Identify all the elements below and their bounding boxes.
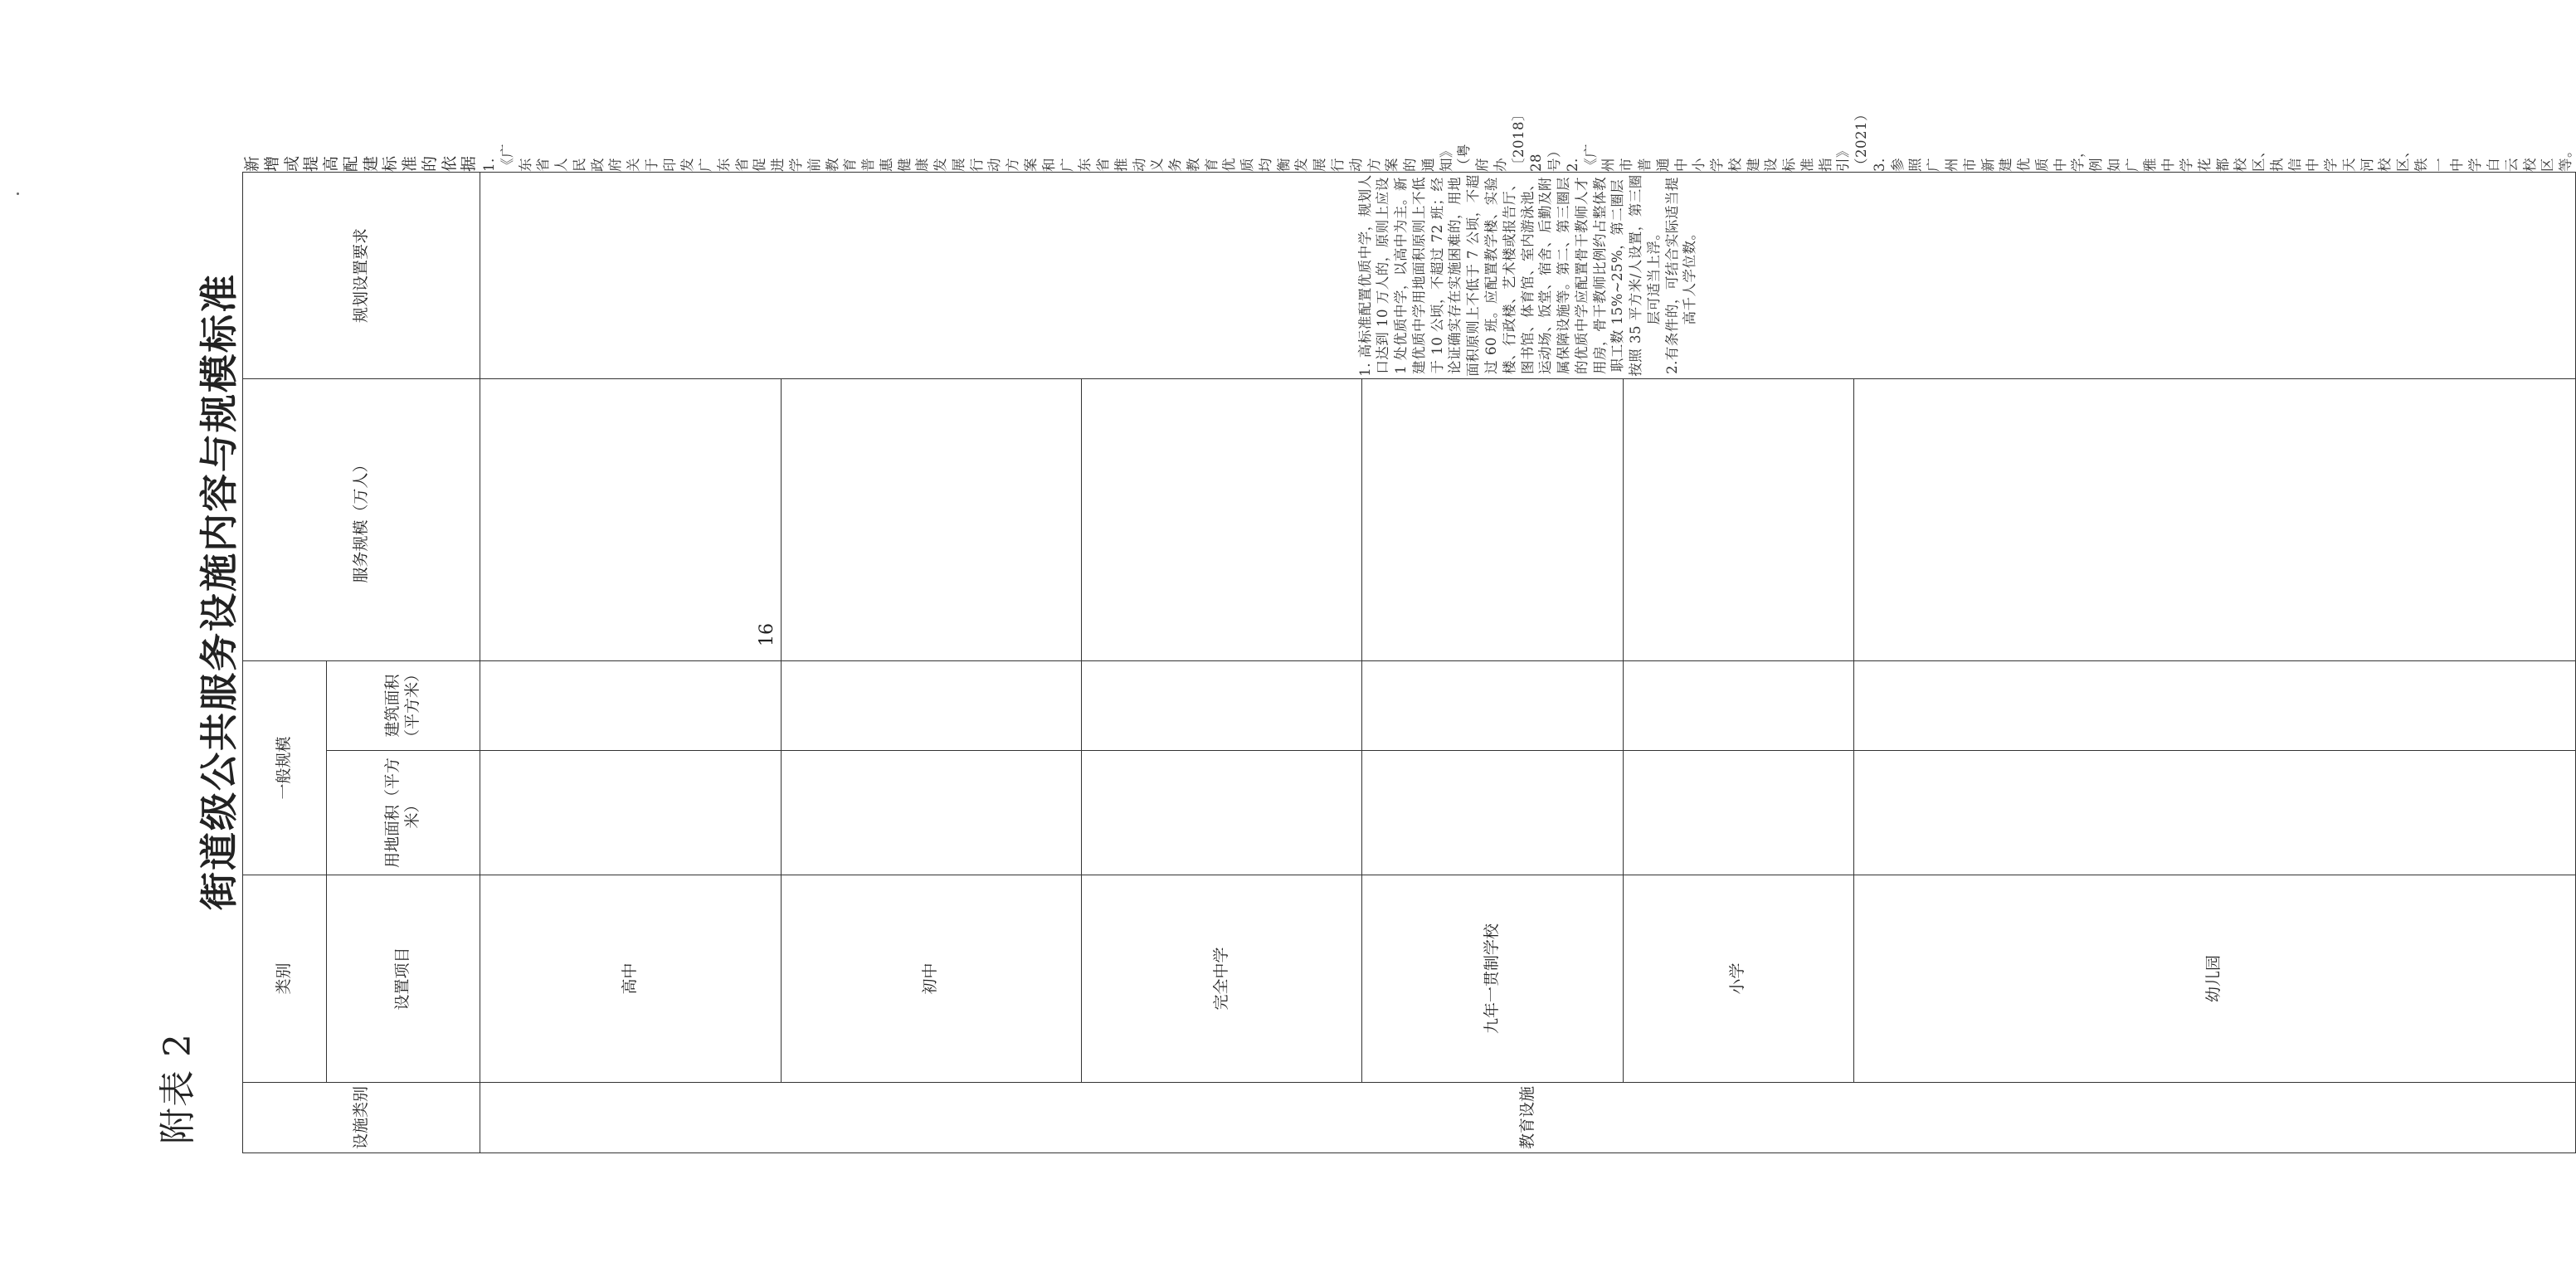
header-general-scale: 一般规模 <box>243 660 327 875</box>
building-area-cell <box>1362 660 1623 750</box>
land-area-cell <box>1853 750 2575 875</box>
header-planning-requirements: 规划设置要求 <box>243 172 480 378</box>
land-area-cell <box>1362 750 1623 875</box>
requirement-paragraph: 2.有条件的，可结合实际适当提高千人学位数。 <box>1663 177 1698 374</box>
planning-requirements-cell <box>480 172 2576 378</box>
land-area-cell <box>1623 750 1853 875</box>
item-cell: 高中 <box>480 875 782 1082</box>
appendix-label: 附表 2 <box>157 1033 199 1144</box>
building-area-cell <box>480 660 782 750</box>
header-service-scale: 服务规模（万人） <box>243 378 480 660</box>
service-scale-cell <box>1362 378 1623 660</box>
building-area-cell <box>1853 660 2575 750</box>
service-scale-cell <box>480 378 782 660</box>
header-category: 类别 <box>243 875 327 1082</box>
header-land-area: 用地面积（平方米） <box>327 750 480 875</box>
item-cell: 初中 <box>781 875 1082 1082</box>
facility-type-cell: 教育设施 <box>480 1083 2576 1153</box>
item-cell: 幼儿园 <box>1853 875 2575 1082</box>
item-cell: 小学 <box>1623 875 1853 1082</box>
service-scale-cell <box>1853 378 2575 660</box>
header-building-area: 建筑面积（平方米） <box>327 660 480 750</box>
land-area-cell <box>480 750 782 875</box>
land-area-cell <box>781 750 1082 875</box>
requirement-paragraph: 1. 高标准配置优质中学，规划人口达到 10 万人的，原则上应设 1 处优质中学，以高中为主。新建优质中学用地面积原则上不低于 10 公顷，不超过 72 班；经论证确实存在实施困难的，用地面积原则上不低于 7 公顷，不超过 60 班。应配置教学楼、实验楼、行政楼、艺术楼或报告厅、图书馆、体育馆、室内游泳池、运动场、饭堂、宿舍、后勤及附属保障设施等。第二、第三圈层的优质中学应配置骨干教师人才用房，骨干教师比例约占整体教职工数 15%~25%，第二圈层按照 35 平方米/人设置，第三圈层可适当上浮。 <box>1356 174 1662 377</box>
scan-speck <box>17 192 19 195</box>
service-scale-cell <box>781 378 1082 660</box>
header-item: 设置项目 <box>327 875 480 1082</box>
service-scale-cell <box>1082 378 1362 660</box>
header-facility-category: 设施类别 <box>243 1083 480 1153</box>
building-area-cell <box>781 660 1082 750</box>
land-area-cell <box>1082 750 1362 875</box>
service-scale-cell <box>1623 378 1853 660</box>
item-cell: 完全中学 <box>1082 875 1362 1082</box>
page-title: 街道级公共服务设施内容与规模标准 <box>197 273 241 910</box>
standards-table: 设施类别 类别 一般规模 服务规模（万人） 规划设置要求 新增或提高配建标准的依据 设置项目 用地面积（平方米） 建筑面积（平方米） 教育设施 高中 1. 高标准配置优质中学，规划人口达到 10 万人的，原则上应设 1 处优质中学，以高中为主。新建优质中学用地面积原则上不低于 10 公顷，不超过 72 班；经论证确实存在实施困难的，用地面积原则上不低于 7 公顷，不超过 60 班。应配置教学楼、实验楼、行政楼、艺术楼或报告厅、图书馆、体育馆、室内游泳池、运动场、饭堂、宿舍、后勤及附属保障设施等。第二、第三圈层的优质中学应配置骨干教师人才用房，骨干教师比例约占整体教职工数 15%~25%，第二圈层按照 35 平方米/人设置，第三圈层可适当上浮。 2.有条件的，可结合实际适当提高千人学位数。 1.《广东省人民政府关于印发广东省促进学前教育普惠健康发展行动方案和广东省推动义务教育优质均衡发展行动方案的通知》（粤府办〔2018〕28 号） 2.《广州市普通中小学校建设标准指引》（2021） 3.参照广州市新建优质中学，例如广雅中学花都校区、执信中学天河校区、铁一中学白云校区等。 初中 完全中学 九年一贯制学校 小学 幼儿园 <box>242 172 2576 1153</box>
building-area-cell <box>1623 660 1853 750</box>
item-cell: 九年一贯制学校 <box>1362 875 1623 1082</box>
page-number: 16 <box>757 623 777 646</box>
building-area-cell <box>1082 660 1362 750</box>
